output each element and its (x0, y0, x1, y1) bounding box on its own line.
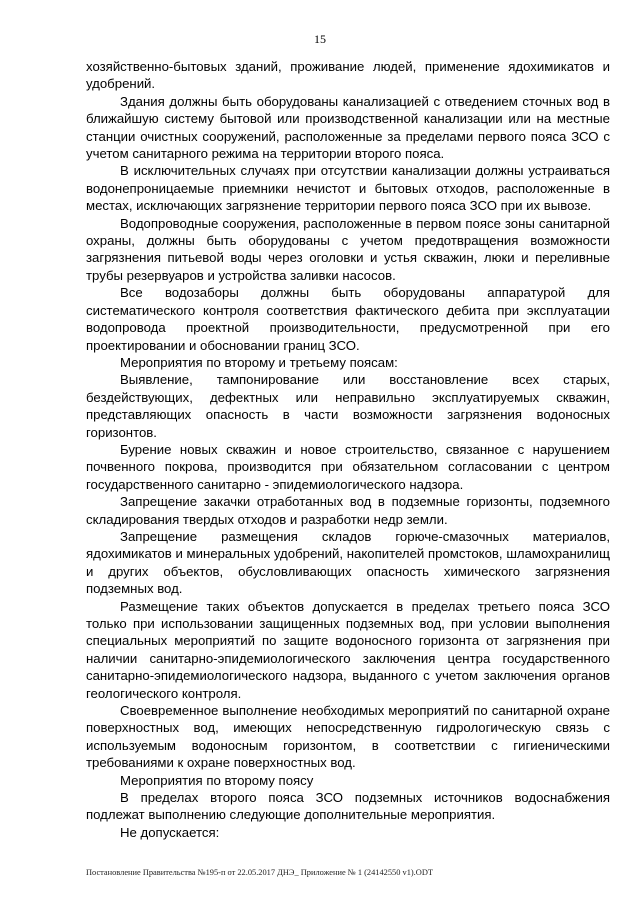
paragraph: Размещение таких объектов допускается в пределах третьего пояса ЗСО только при использовании защищенных подземных вод, при условии выполнения специальных мероприятий по защите водоносного горизонта от загрязнения при наличии санитарно-эпидемиологического заключения центра государственного санитарно-эпидемиологического надзора, выданного с учетом заключения органов геологического контроля. (86, 598, 610, 701)
paragraph: Запрещение закачки отработанных вод в подземные горизонты, подземного складирования твердых отходов и разработки недр земли. (86, 494, 610, 527)
paragraph: Водопроводные сооружения, расположенные в первом поясе зоны санитарной охраны, должны быть оборудованы с учетом предотвращения возможности загрязнения питьевой воды через оголовки и устья скважин, люки и переливные трубы резервуаров и устройства заливки насосов. (86, 215, 610, 283)
paragraph: Мероприятия по второму поясу (120, 772, 314, 788)
paragraph: хозяйственно-бытовых зданий, проживание людей, применение ядохимикатов и удобрений. (86, 59, 610, 92)
paragraph: Не допускается: (120, 824, 220, 840)
page-number: 15 (314, 32, 326, 46)
paragraph: В исключительных случаях при отсутствии канализации должны устраиваться водонепроницаемые приемники нечистот и бытовых отходов, расположенные в местах, исключающих загрязнение территории первого пояса ЗСО при их вывозе. (86, 163, 610, 214)
paragraph: Мероприятия по второму и третьему поясам: (120, 354, 398, 370)
paragraph: Выявление, тампонирование или восстановление всех старых, бездействующих, дефектных или неправильно эксплуатируемых скважин, представляющих опасность в части возможности загрязнения водоносных горизонтов. (86, 372, 610, 440)
document-body (86, 58, 610, 841)
paragraph: Здания должны быть оборудованы канализацией с отведением сточных вод в ближайшую систему бытовой или производственной канализации или на местные станции очистных сооружений, расположенные за пределами первого пояса ЗСО с учетом санитарного режима на территории второго пояса. (86, 93, 610, 162)
paragraph: Бурение новых скважин и новое строительство, связанное с нарушением почвенного покрова, производится при обязательном согласовании с центром государственного санитарно - эпидемиологического надзора. (86, 441, 610, 492)
paragraph: Своевременное выполнение необходимых мероприятий по санитарной охране поверхностных вод, имеющих непосредственную гидрологическую связь с используемым водоносным горизонтом, в соответствии с гигиеническими требованиями к охране поверхностных вод. (86, 703, 610, 771)
document-footer: Постановление Правительства №195-п от 22.05.2017 ДНЭ_ Приложение № 1 (24142550 v1).ODT (86, 868, 433, 877)
paragraph: В пределах второго пояса ЗСО подземных источников водоснабжения подлежат выполнению следующие дополнительные мероприятия. (86, 790, 610, 823)
paragraph: Все водозаборы должны быть оборудованы аппаратурой для систематического контроля соответствия фактического дебита при эксплуатации водопровода проектной производительности, предусмотренной при его проектировании и обосновании границ ЗСО. (86, 285, 610, 353)
paragraph: Запрещение размещения складов горюче-смазочных материалов, ядохимикатов и минеральных удобрений, накопителей промстоков, шламохранилищ и других объектов, обусловливающих опасность химического загрязнения подземных вод. (86, 528, 610, 597)
